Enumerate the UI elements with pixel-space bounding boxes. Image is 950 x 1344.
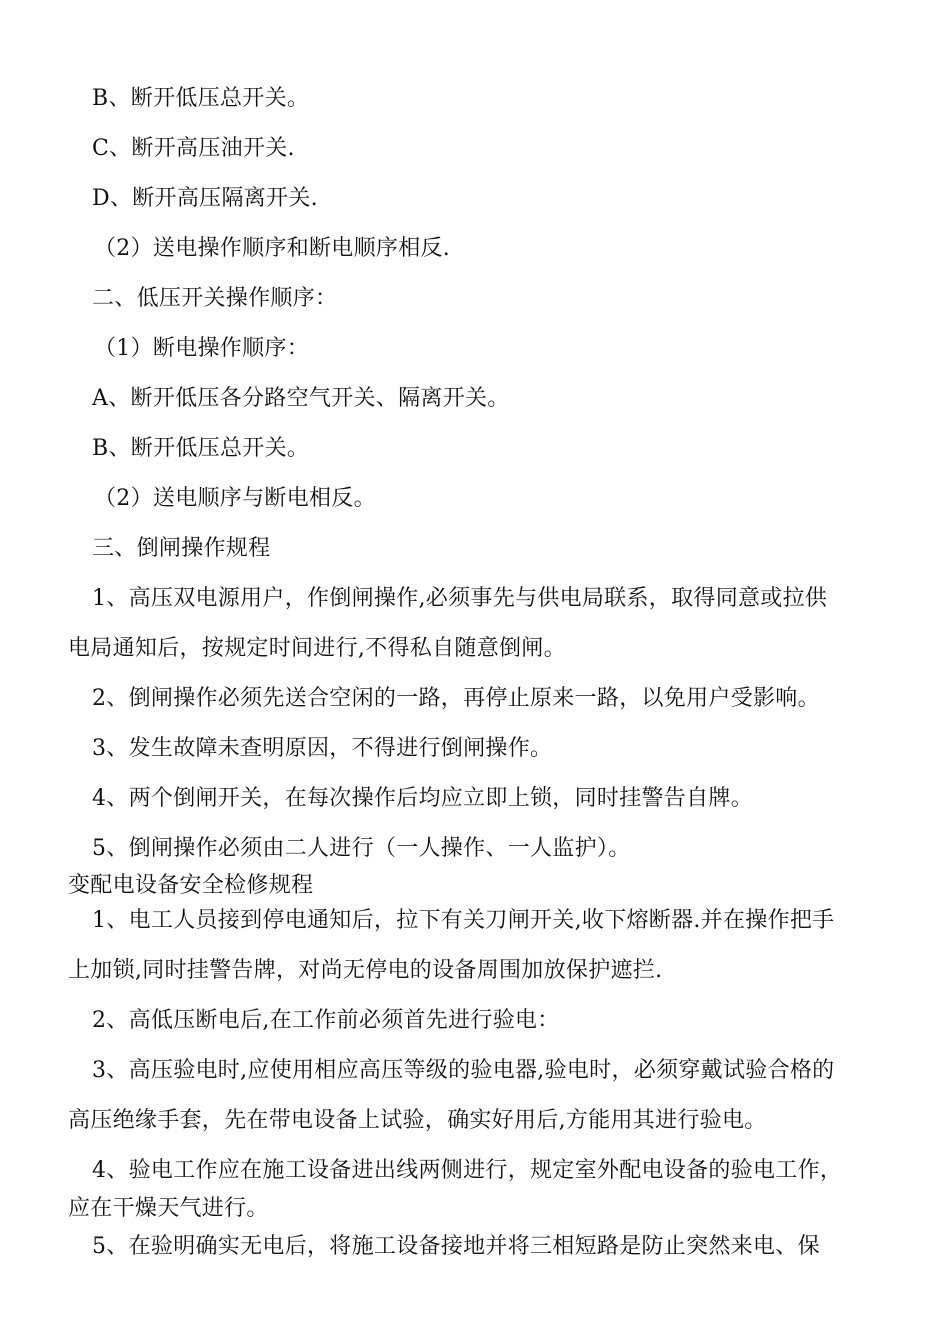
paragraph-5: 5、倒闸操作必须由二人进行（一人操作、一人监护）。 [92,836,631,861]
text-line-switch-d: D、断开高压隔离开关. [92,186,318,211]
paragraph-2: 2、倒闸操作必须先送合空闲的一路，再停止原来一路，以免用户受影响。 [92,686,820,711]
text-line-switch-b: B、断开低压总开关。 [92,86,310,111]
paragraph-1-line-2: 电局通知后，按规定时间进行,不得私自随意倒闸。 [68,636,566,661]
text-line-switch-b-low: B、断开低压总开关。 [92,436,310,461]
paragraph-1-line-1: 1、高压双电源用户，作倒闸操作,必须事先与供电局联系，取得同意或拉供 [92,586,828,611]
maintenance-4-line-1: 4、验电工作应在施工设备进出线两侧进行，规定室外配电设备的验电工作， [92,1158,843,1183]
section-heading-switchover: 三、倒闸操作规程 [92,536,271,561]
text-line-power-on-order: （2）送电操作顺序和断电顺序相反. [94,236,451,261]
section-heading-low-voltage: 二、低压开关操作顺序： [92,286,338,311]
maintenance-2: 2、高低压断电后,在工作前必须首先进行验电： [92,1008,560,1033]
text-line-switch-a: A、断开低压各分路空气开关、隔离开关。 [92,386,510,411]
section-heading-maintenance: 变配电设备安全检修规程 [68,873,314,898]
text-line-power-on-reverse: （2）送电顺序与断电相反。 [94,486,376,511]
maintenance-1-line-2: 上加锁,同时挂警告牌，对尚无停电的设备周围加放保护遮拦. [68,958,663,983]
maintenance-3-line-1: 3、高压验电时,应使用相应高压等级的验电器,验电时，必须穿戴试验合格的 [92,1058,835,1083]
maintenance-1-line-1: 1、电工人员接到停电通知后，拉下有关刀闸开关,收下熔断器.并在操作把手 [92,908,835,933]
maintenance-4-line-2: 应在干燥天气进行。 [68,1196,269,1221]
text-line-switch-c: C、断开高压油开关. [92,136,295,161]
text-line-power-off-order: （1）断电操作顺序： [94,336,309,361]
paragraph-4: 4、两个倒闸开关，在每次操作后均应立即上锁，同时挂警告自牌。 [92,786,753,811]
maintenance-3-line-2: 高压绝缘手套，先在带电设备上试验，确实好用后,方能用其进行验电。 [68,1108,767,1133]
paragraph-3: 3、发生故障未查明原因，不得进行倒闸操作。 [92,736,553,761]
maintenance-5-line-1: 5、在验明确实无电后，将施工设备接地并将三相短路是防止突然来电、保 [92,1234,820,1259]
